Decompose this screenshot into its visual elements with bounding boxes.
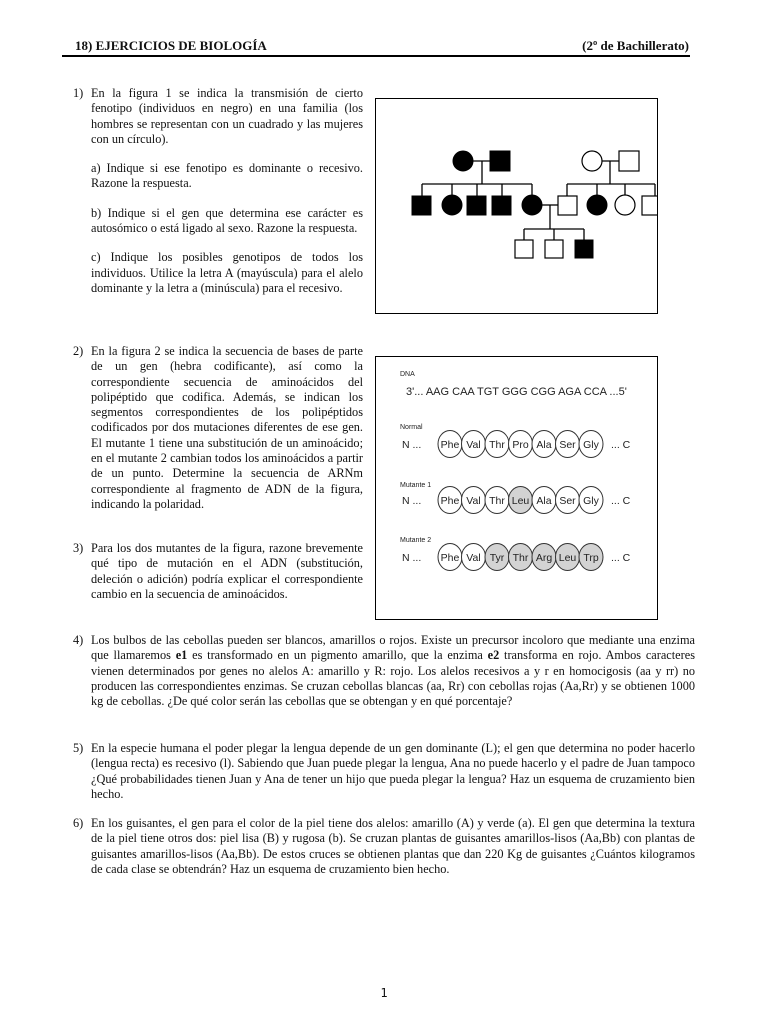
amino-acid-label: Phe (440, 552, 460, 564)
pedigree-female-unaffected (582, 151, 602, 171)
amino-acid-label: Arg (535, 552, 553, 564)
question-5-text: En la especie humana el poder plegar la lengua depende de un gen dominante (L); el gen que determina no poder hacerlo (lengua recta) es recesivo (l). Sabiendo que Juan puede plegar la lengua, Ana no puede hacerlo y el padre de Juan tampoco ¿Qué probabilidades tienen Juan y Ana de tener un hijo que pueda plegar la lengua? Haz un esquema de cruzamiento bien hecho. (91, 741, 695, 801)
question-3 (73, 541, 363, 621)
amino-acid-label: Ala (536, 495, 552, 507)
question-2-text: En la figura 2 se indica la secuencia de bases de parte de un gen (hebra codificante), así como la correspondiente secuencia de aminoácidos del polipéptido que codifica. Además, se indican los segmentos correspondientes de los polipéptidos codificados por dos mutaciones diferentes de ese gen. El mutante 1 tiene una substitución de un aminoácido; en el mutante 2 cambian todos los aminoácidos a partir de un punto. Determine la secuencia de ARNm correspondiente al fragmento de ADN de la figura, indicando la polaridad. (91, 344, 363, 511)
c-terminus: ... C (611, 439, 631, 451)
pedigree-male-affected (492, 196, 511, 215)
amino-acid-label: Gly (583, 495, 599, 507)
sequence-row-label: Mutante 1 (400, 482, 432, 489)
enzyme-e1: e1 (175, 648, 188, 663)
amino-acid-label: Val (466, 552, 481, 564)
pedigree-female-affected (442, 195, 462, 215)
pedigree-male-unaffected (642, 196, 657, 215)
amino-acid-diagram (376, 357, 657, 619)
question-1-part-c: c) Indique los posibles genotipos de todos los individuos. Utilice la letra A (mayúscula) para el alelo dominante y la letra a (minúscula) para el recesivo. (91, 250, 363, 295)
question-5 (73, 741, 695, 806)
n-terminus: N ... (402, 439, 422, 451)
pedigree-female-unaffected (615, 195, 635, 215)
pedigree-male-affected (467, 196, 486, 215)
question-number: 5) (73, 741, 84, 755)
amino-acid-label: Pro (512, 439, 529, 451)
figure-2-sequences (375, 356, 658, 620)
amino-acid-label: Ser (559, 495, 576, 507)
pedigree-female-affected (453, 151, 473, 171)
question-number: 1) (73, 86, 84, 100)
amino-acid-label: Val (466, 495, 481, 507)
question-3-text: Para los dos mutantes de la figura, razone brevemente qué tipo de mutación en el ADN (substitución, deleción o adición) podría explicar el correspondiente cambio en la secuencia de aminoácidos. (91, 541, 363, 601)
page-number: 1 (380, 986, 388, 1000)
dna-label: DNA (400, 371, 415, 378)
pedigree-male-unaffected (558, 196, 577, 215)
header-rule (62, 55, 690, 57)
amino-acid-label: Val (466, 439, 481, 451)
figure-1-pedigree (375, 98, 658, 314)
pedigree-chart (376, 99, 657, 313)
amino-acid-label: Phe (440, 439, 460, 451)
question-2 (73, 344, 363, 534)
question-4 (73, 633, 695, 728)
course-label: (2º de Bachillerato) (582, 38, 689, 53)
n-terminus: N ... (402, 495, 422, 507)
dna-sequence: 3'... AAG CAA TGT GGG CGG AGA CCA ...5' (406, 386, 627, 398)
pedigree-female-affected (522, 195, 542, 215)
amino-acid-label: Leu (558, 552, 577, 564)
amino-acid-label: Thr (512, 552, 529, 564)
amino-acid-label: Thr (489, 439, 505, 451)
amino-acid-label: Leu (511, 495, 530, 507)
question-number: 4) (73, 633, 84, 647)
amino-acid-label: Tyr (489, 552, 505, 564)
pedigree-male-unaffected (515, 240, 533, 258)
amino-acid-label: Ala (536, 439, 552, 451)
pedigree-male-affected (412, 196, 431, 215)
pedigree-male-unaffected (545, 240, 563, 258)
sequence-row-label: Normal (400, 424, 423, 431)
n-terminus: N ... (402, 552, 422, 564)
pedigree-male-affected (575, 240, 593, 258)
question-number: 2) (73, 344, 84, 358)
question-1-part-a: a) Indique si ese fenotipo es dominante o recesivo. Razone la respuesta. (91, 161, 363, 191)
amino-acid-label: Gly (583, 439, 599, 451)
question-1-part-b: b) Indique si el gen que determina ese carácter es autosómico o está ligado al sexo. Razone la respuesta. (91, 205, 363, 236)
amino-acid-label: Trp (583, 552, 599, 564)
c-terminus: ... C (611, 495, 631, 507)
c-terminus: ... C (611, 552, 631, 564)
question-6 (73, 816, 695, 896)
page-header (75, 38, 689, 54)
question-1-intro: En la figura 1 se indica la transmisión de cierto fenotipo (individuos en negro) en una familia (los hombres se representan con un cuadrado y las mujeres con un círculo). (91, 86, 363, 146)
enzyme-e2: e2 (487, 648, 500, 663)
question-number: 3) (73, 541, 84, 555)
pedigree-female-affected (587, 195, 607, 215)
question-1 (73, 86, 363, 336)
amino-acid-label: Thr (489, 495, 505, 507)
question-number: 6) (73, 816, 84, 830)
pedigree-male-affected (490, 151, 510, 171)
question-4-text: Los bulbos de las cebollas pueden ser blancos, amarillos o rojos. Existe un precursor incoloro que mediante una enzima que llamaremos e1 es transformado en un pigmento amarillo, que la enzima e2 transforma en rojo. Ambos caracteres vienen determinados por genes no alelos A: amarillo y R: rojo. Los alelos recesivos a y r en homocigosis (aa y rr) no producen las correspondientes enzimas. Se cruzan cebollas blancas (aa, Rr) con cebollas rojas (Aa,Rr) y se obtienen 1000 kg de cebollas. ¿De qué color serán las cebollas que se obtengan y en qué porcentaje? (91, 633, 695, 709)
pedigree-male-unaffected (619, 151, 639, 171)
amino-acid-label: Phe (440, 495, 460, 507)
worksheet-title: 18) EJERCICIOS DE BIOLOGÍA (75, 38, 267, 53)
sequence-row-label: Mutante 2 (400, 537, 432, 544)
question-6-text: En los guisantes, el gen para el color de la piel tiene dos alelos: amarillo (A) y verde (a). El gen que determina la textura de la piel tiene otros dos: piel lisa (B) y rugosa (b). Se cruzan plantas de guisantes amarillos-lisos (Aa,Bb) con plantas de guisantes amarillos-lisos (Aa,Bb). De estos cruces se obtienen plantas que dan 220 Kg de guisantes ¿Cuántos kilogramos de cada clase se obtendrán? Haz un esquema de cruzamiento bien hecho. (91, 816, 695, 876)
amino-acid-label: Ser (559, 439, 576, 451)
